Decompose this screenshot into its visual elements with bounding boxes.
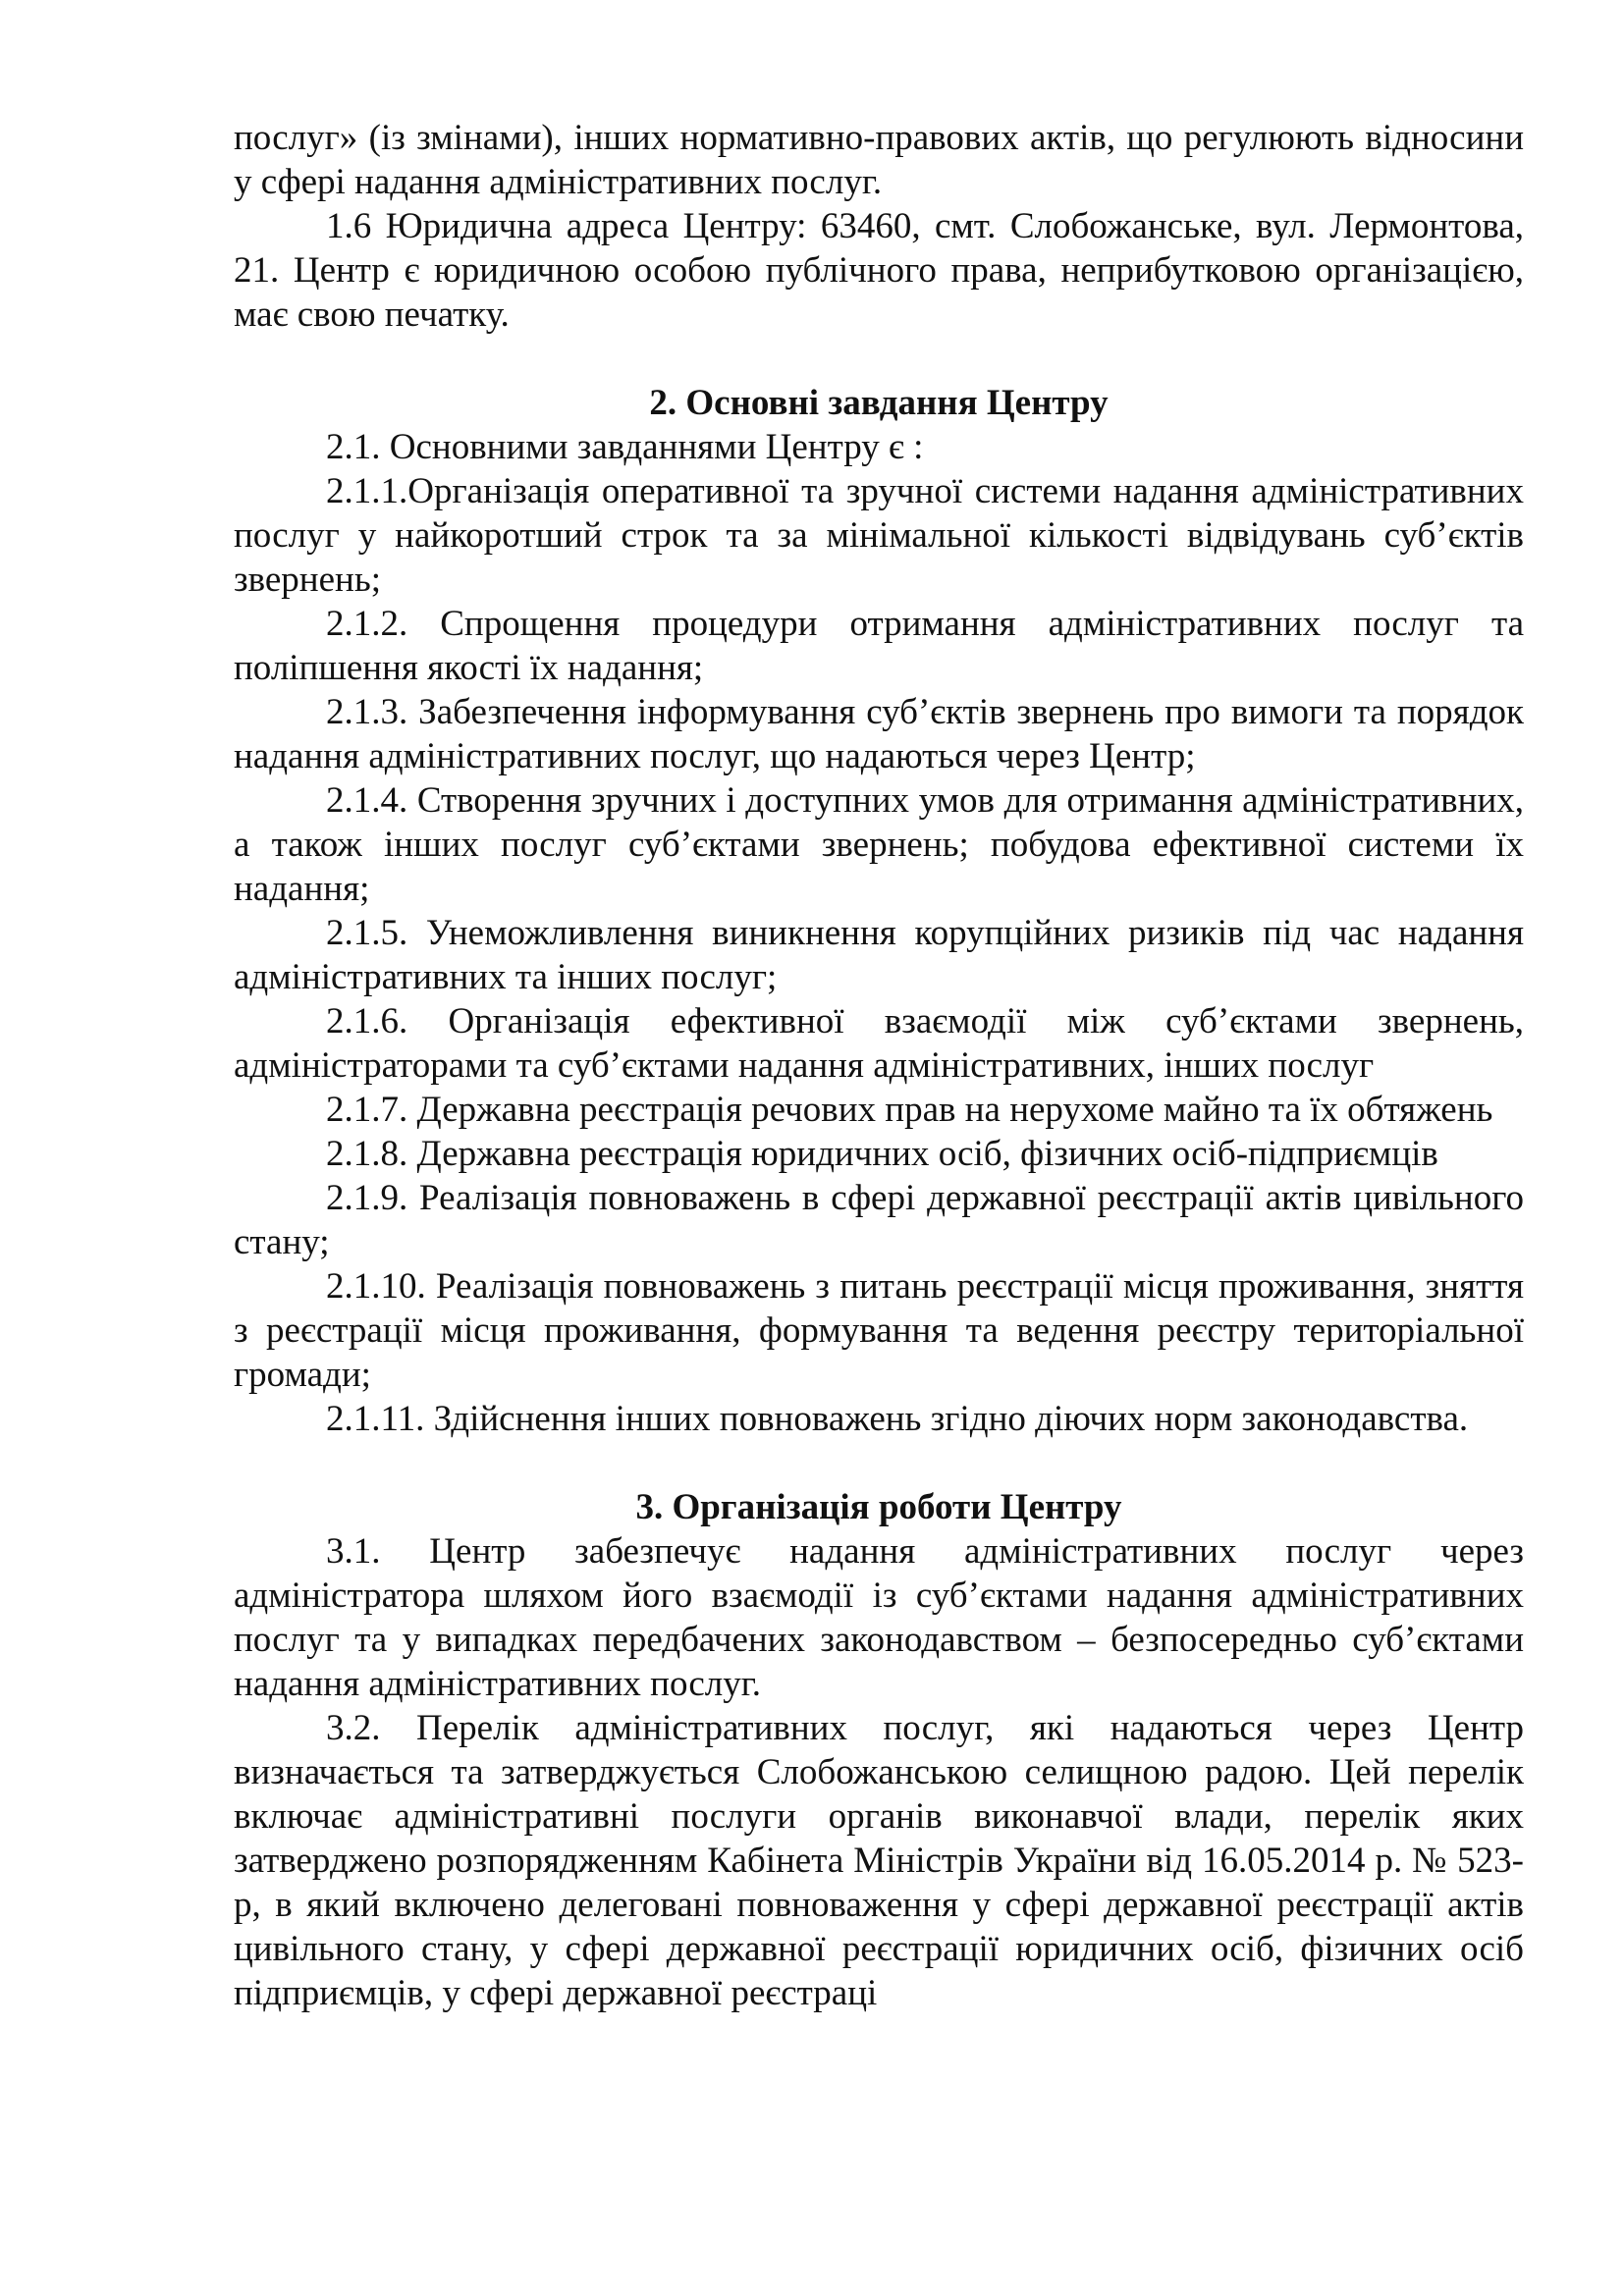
spacer xyxy=(234,337,1524,381)
paragraph-intro: послуг» (із змінами), інших нормативно-правових актів, що регулюють відносини у сфері надання адміністративних послуг. xyxy=(234,118,1524,202)
paragraph-2-1-3: 2.1.3. Забезпечення інформування суб’єктів звернень про вимоги та порядок надання адміністративних послуг, що надаються через Центр; xyxy=(234,692,1524,776)
paragraph-2-1-9: 2.1.9. Реалізація повноважень в сфері державної реєстрації актів цивільного стану; xyxy=(234,1178,1524,1262)
paragraph-3-2: 3.2. Перелік адміністративних послуг, які надаються через Центр визначається та затверджується Слобожанською селищною радою. Цей перелік включає адміністративні послуги органів виконавчої влади, перелік яких затверджено розпорядженням Кабінета Міністрів України від 16.05.2014 р. № 523-р, в який включено делеговані повноваження у сфері державної реєстрації актів цивільного стану, у сфері державної реєстрації юридичних осіб, фізичних осіб підприємців, у сфері державної реєстраці xyxy=(234,1708,1524,2013)
section-2-heading: 2. Основні завдання Центру xyxy=(649,383,1109,423)
paragraph-2-1: 2.1. Основними завданнями Центру є : xyxy=(326,427,924,467)
section-3-heading: 3. Організація роботи Центру xyxy=(635,1487,1122,1527)
paragraph-3-1: 3.1. Центр забезпечує надання адміністративних послуг через адміністратора шляхом його взаємодії із суб’єктами надання адміністративних послуг та у випадках передбачених законодавством – безпосередньо суб’єктами надання адміністративних послуг. xyxy=(234,1531,1524,1704)
paragraph-2-1-10: 2.1.10. Реалізація повноважень з питань реєстрації місця проживання, зняття з реєстрації місця проживання, формування та ведення реєстру територіальної громади; xyxy=(234,1266,1524,1395)
paragraph-2-1-5: 2.1.5. Унеможливлення виникнення корупційних ризиків під час надання адміністративних та інших послуг; xyxy=(234,913,1524,997)
paragraph-1-6: 1.6 Юридична адреса Центру: 63460, смт. Слобожанське, вул. Лермонтова, 21. Центр є юридичною особою публічного права, неприбутковою організацією, має свою печатку. xyxy=(234,206,1524,335)
paragraph-2-1-1: 2.1.1.Організація оперативної та зручної системи надання адміністративних послуг у найкоротший строк та за мінімальної кількості відвідувань суб’єктів звернень; xyxy=(234,471,1524,600)
spacer xyxy=(234,1441,1524,1485)
paragraph-2-1-8: 2.1.8. Державна реєстрація юридичних осіб, фізичних осіб-підприємців xyxy=(326,1134,1438,1174)
document-page xyxy=(234,116,1524,2015)
paragraph-2-1-11: 2.1.11. Здійснення інших повноважень згідно діючих норм законодавства. xyxy=(326,1399,1469,1439)
paragraph-2-1-2: 2.1.2. Спрощення процедури отримання адміністративних послуг та поліпшення якості їх надання; xyxy=(234,604,1524,688)
paragraph-2-1-4: 2.1.4. Створення зручних і доступних умов для отримання адміністративних, а також інших послуг суб’єктами звернень; побудова ефективної системи їх надання; xyxy=(234,780,1524,909)
paragraph-2-1-6: 2.1.6. Організація ефективної взаємодії між суб’єктами звернень, адміністраторами та суб’єктами надання адміністративних, інших послуг xyxy=(234,1001,1524,1086)
paragraph-2-1-7: 2.1.7. Державна реєстрація речових прав на нерухоме майно та їх обтяжень xyxy=(326,1090,1493,1130)
